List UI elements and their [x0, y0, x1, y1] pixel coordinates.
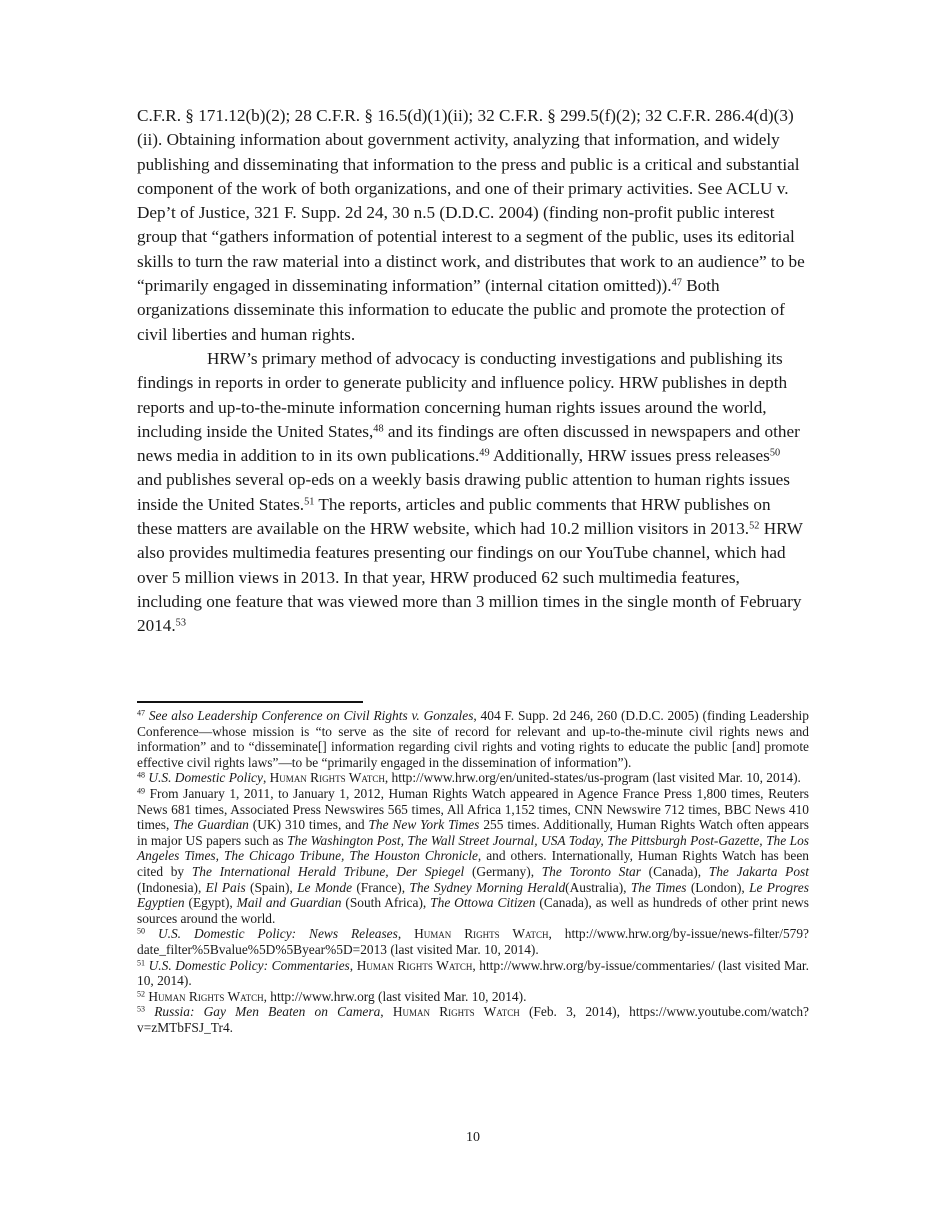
footnote-number: 47	[137, 708, 146, 718]
footnote-ref-49[interactable]: 49	[479, 447, 490, 459]
footnote-number: 52	[137, 989, 146, 999]
footnote-separator	[137, 701, 363, 703]
footnote-ref-52[interactable]: 52	[749, 520, 760, 532]
footnote-ref-51[interactable]: 51	[304, 496, 315, 508]
footnote-ref-50[interactable]: 50	[769, 447, 781, 459]
footnote-ref-53[interactable]: 53	[175, 617, 186, 629]
footnote-link[interactable]: (Feb. 3, 2014), https://www.youtube.com/watch?v=zMTbFSJ_Tr4.	[137, 1004, 809, 1035]
footnote-48: $^{48}$ U.S. Domestic Policy, Human Rights Watch, http://www.hrw.org/en/united-states/us-program (last visited Mar. 10, 2014).	[137, 770, 801, 786]
footnote-47: $^{47}$ See also Leadership Conference on Civil Rights v. Gonzales, 404 F. Supp. 2d 246, 260 (D.D.C. 2005) (finding Leadership Conference—whose mission is “to serve as the site of record for relevant and up-to-the-minute civil rights news and information” and to “disseminate[] information regarding civil rights and voting rights to educate the public [and] promote effective civil rights laws”—to be “primarily engaged in the dissemination of information”).	[137, 708, 809, 770]
footnote-51: $^{51}$ U.S. Domestic Policy: Commentaries, Human Rights Watch, http://www.hrw.org/by-issue/commentaries/ (last visited Mar. 10, 2014).	[137, 957, 809, 989]
footnote-number: 53	[137, 1004, 146, 1014]
footnote-number: 50	[137, 926, 146, 936]
footnote-link[interactable]: , http://www.hrw.org/en/united-states/us-program (last visited Mar. 10, 2014).	[384, 770, 801, 786]
body-text	[137, 104, 807, 639]
paragraph-1: C.F.R. § 171.12(b)(2); 28 C.F.R. § 16.5(d)(1)(ii); 32 C.F.R. § 299.5(f)(2); 32 C.F.R. 286.4(d)(3)(ii). Obtaining information about government activity, analyzing that information, and widely publishing and disseminating that information to the press and public is a critical and substantial component of the work of both organizations, and one of their primary activities. See ACLU v. Dep’t of Justice, 321 F. Supp. 2d 24, 30 n.5 (D.D.C. 2004) (finding non-profit public interest group that “gathers information of potential interest to a segment of the public, uses its editorial skills to turn the raw material into a distinct work, and distributes that work to an audience” to be “primarily engaged in disseminating information” (internal citation omitted)).$^{47}$ Both organizations disseminate this information to educate the public and promote the protection of civil liberties and human rights.	[137, 106, 805, 344]
footnote-link[interactable]: , http://www.hrw.org/by-issue/commentaries/ (last visited Mar. 10, 2014).	[137, 957, 809, 989]
footnote-49: $^{49}$ From January 1, 2011, to January 1, 2012, Human Rights Watch appeared in Agence France Press 1,800 times, Reuters News 681 times, Associated Press Newswires 565 times, All Africa 1,152 times, CNN Newswire 712 times, BBC News 410 times, The Guardian (UK) 310 times, and The New York Times 255 times. Additionally, Human Rights Watch often appears in major US papers such as The Washington Post, The Wall Street Journal, USA Today, The Pittsburgh Post-Gazette, The Los Angeles Times, The Chicago Tribune, The Houston Chronicle, and others. Internationally, Human Rights Watch has been cited by The International Herald Tribune, Der Spiegel (Germany), The Toronto Star (Canada), The Jakarta Post (Indonesia), El Pais (Spain), Le Monde (France), The Sydney Morning Herald(Australia), The Times (London), Le Progres Egyptien (Egypt), Mail and Guardian (South Africa), The Ottowa Citizen (Canada), as well as hundreds of other print news sources around the world.	[137, 785, 809, 926]
footnote-ref-48[interactable]: 48	[373, 423, 384, 435]
footnote-ref-47[interactable]: 47	[671, 277, 682, 289]
page-number: 10	[466, 1130, 480, 1145]
footnote-50: $^{50}$ U.S. Domestic Policy: News Releases, Human Rights Watch, http://www.hrw.org/by-issue/news-filter/579?date_filter%5Bvalue%5D%5Byear%5D=2013 (last visited Mar. 10, 2014).	[137, 926, 809, 957]
footnote-link[interactable]: , http://www.hrw.org/by-issue/news-filter/579?date_filter%5Bvalue%5D%5Byear%5D=2013 (last visited Mar. 10, 2014).	[137, 926, 809, 957]
footnote-number: 48	[137, 770, 146, 780]
footnote-link[interactable]: , http://www.hrw.org (last visited Mar. 10, 2014).	[263, 988, 527, 1004]
paragraph-2: HRW’s primary method of advocacy is conducting investigations and publishing its findings in reports in order to generate publicity and influence policy. HRW publishes in depth reports and up-to-the-minute information concerning human rights issues around the world, including inside the United States,$^{48}$ and its findings are often discussed in newspapers and other news media in addition to in its own publications.$^{49}$ Additionally, HRW issues press releases$^{50}$ and publishes several op-eds on a weekly basis drawing public attention to human rights issues inside the United States.$^{51}$ The reports, articles and public comments that HRW publishes on these matters are available on the HRW website, which had 10.2 million visitors in 2013.52 HRW also provides multimedia features presenting our findings on our YouTube channel, which had over 5 million views in 2013. In that year, HRW produced 62 such multimedia features, including one feature that was viewed more than 3 million times in the single month of February 2014.53	[137, 348, 803, 636]
footnote-number: 51	[137, 958, 146, 968]
footnote-number: 49	[137, 786, 146, 796]
footnote-52: $^{52}$ Human Rights Watch, http://www.hrw.org (last visited Mar. 10, 2014).	[137, 988, 527, 1004]
footnote-53: $^{53}$ Russia: Gay Men Beaten on Camera, Human Rights Watch (Feb. 3, 2014), https://www.youtube.com/watch?v=zMTbFSJ_Tr4.	[137, 1004, 809, 1035]
footnotes	[137, 708, 809, 1035]
